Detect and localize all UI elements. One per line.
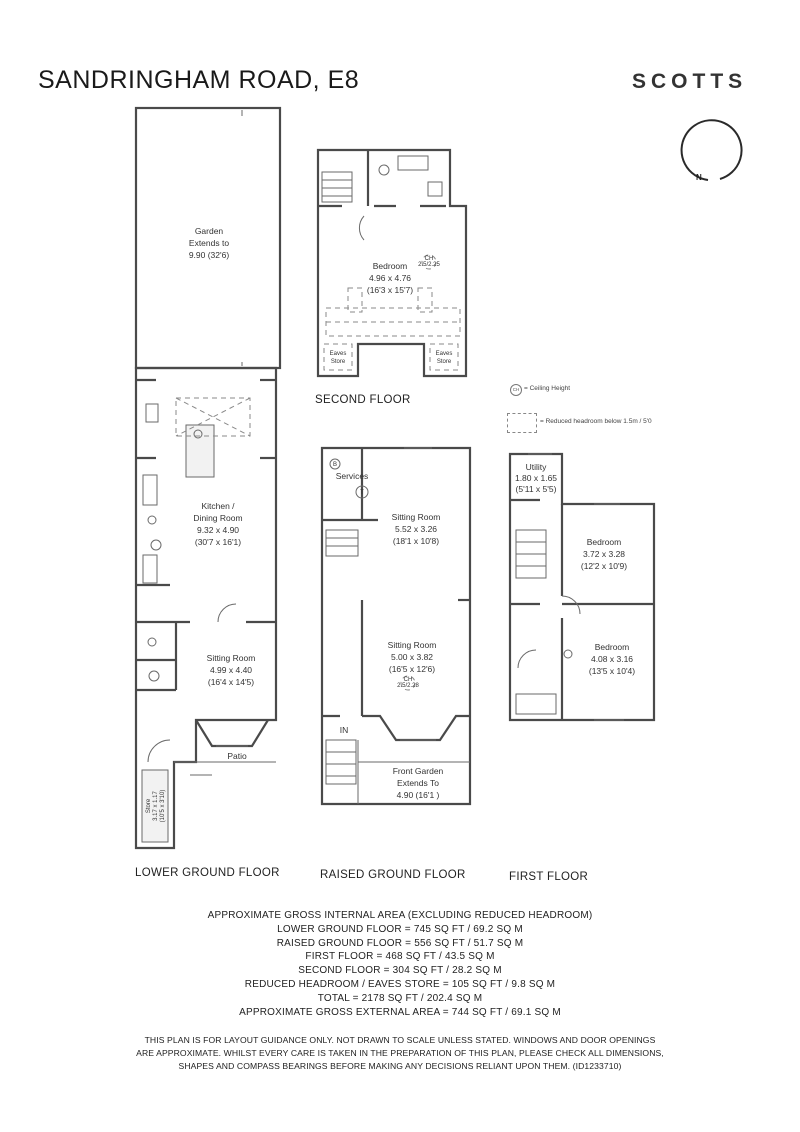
ceiling-height-legend: = Ceiling Height [524,385,571,392]
eaves-store-left-label: Eaves [329,351,347,357]
kitchen-label-line2: Dining Room [193,513,243,523]
garden-dims: 9.90 (32'6) [188,250,230,260]
page-title: SANDRINGHAM ROAD, E8 [38,66,360,94]
front-garden-dims: 4.90 (16'1 ) [396,790,440,800]
eaves-store-right-label2: Store [436,359,452,365]
raised-ground-floor-label: RAISED GROUND FLOOR [320,869,466,881]
sf-bedroom-label: Bedroom [372,261,408,271]
lower-ground-floor-plan [136,108,280,848]
services-label: Services [335,471,369,481]
reduced-headroom-legend-icon [507,413,537,433]
ff-bedroom-1-label: Bedroom [586,537,622,547]
area-lower-ground: LOWER GROUND FLOOR = 745 SQ FT / 69.2 SQ M [277,923,523,935]
lg-sitting-room-imperial: (16'4 x 14'5) [207,677,255,687]
disclaimer [0,1034,800,1073]
store-imperial: (10'5 x 3'10) [160,789,166,823]
lg-sitting-room-dims: 4.99 x 4.40 [209,665,253,675]
disclaimer-line-1: THIS PLAN IS FOR LAYOUT GUIDANCE ONLY. NOT DRAWN TO SCALE UNLESS STATED. WINDOWS AND DOOR OPENINGS [144,1035,656,1045]
lg-sitting-room-label: Sitting Room [206,653,256,663]
kitchen-label: Kitchen / [201,501,235,511]
utility-imperial: (5'11 x 5'5) [515,484,557,494]
front-garden-extends-label: Extends To [397,778,439,788]
raised-ground-floor-plan [322,448,470,804]
kitchen-imperial: (30'7 x 16'1) [194,537,242,547]
area-heading: APPROXIMATE GROSS INTERNAL AREA (EXCLUDING REDUCED HEADROOM) [207,910,593,921]
rg-ceiling-height: 2.5/2.28 [397,683,419,689]
disclaimer-line-2: ARE APPROXIMATE. WHILST EVERY CARE IS TAKEN IN THE PREPARATION OF THIS PLAN, PLEASE CHECK ALL DIMENSIONS, [136,1048,664,1058]
front-garden-label: Front Garden [392,766,444,776]
ff-bedroom-2-dims: 4.08 x 3.16 [590,654,634,664]
area-external: APPROXIMATE GROSS EXTERNAL AREA = 744 SQ FT / 69.1 SQ M [239,1006,561,1018]
second-floor-label: SECOND FLOOR [315,394,411,406]
area-second: SECOND FLOOR = 304 SQ FT / 28.2 SQ M [298,965,502,977]
ff-bedroom-2-imperial: (13'5 x 10'4) [588,666,636,676]
sf-bedroom-dims: 4.96 x 4.76 [368,273,412,283]
eaves-store-left-label2: Store [330,359,346,365]
boiler-symbol: B [332,462,338,468]
utility-dims: 1.80 x 1.65 [514,473,558,483]
meter-symbol: T [360,490,364,496]
store-label: Store [146,798,152,814]
rg-sitting-room-2-dims: 5.00 x 3.82 [390,652,434,662]
patio-label: Patio [227,751,247,761]
disclaimer-line-3: SHAPES AND COMPASS BEARINGS BEFORE MAKING ANY DECISIONS RELIANT UPON THEM. (ID1233710) [178,1061,622,1071]
utility-label: Utility [525,462,547,472]
rg-sitting-room-1-dims: 5.52 x 3.26 [394,524,438,534]
lower-ground-floor-label: LOWER GROUND FLOOR [135,867,280,879]
area-first: FIRST FLOOR = 468 SQ FT / 43.5 SQ M [305,951,495,963]
ff-bedroom-1-imperial: (12'2 x 10'9) [580,561,628,571]
ff-bedroom-1-dims: 3.72 x 3.28 [582,549,626,559]
rg-sitting-room-1-imperial: (18'1 x 10'8) [392,536,440,546]
area-reduced: REDUCED HEADROOM / EAVES STORE = 105 SQ FT / 9.8 SQ M [244,978,556,990]
rg-ceiling-symbol: CH [403,677,413,683]
first-floor-plan [510,454,654,720]
rg-sitting-room-2-imperial: (16'5 x 12'6) [388,664,436,674]
eaves-store-right-label: Eaves [435,351,453,357]
area-summary [0,909,800,1019]
compass-letter: N [696,173,702,182]
rg-sitting-room-2-label: Sitting Room [387,640,437,650]
sf-ceiling-height: 2.5/2.25 [418,262,440,268]
store-dims: 3.17 x 1.17 [153,791,159,821]
rg-sitting-room-1-label: Sitting Room [391,512,441,522]
area-total: TOTAL = 2178 SQ FT / 202.4 SQ M [317,992,483,1004]
garden-label: Garden [194,226,224,236]
ff-bedroom-2-label: Bedroom [594,642,630,652]
first-floor-label: FIRST FLOOR [509,871,589,883]
brand-logo: SCOTTS [632,70,748,93]
entrance-label: IN [339,725,349,735]
garden-extends-label: Extends to [188,238,230,248]
ceiling-height-legend-icon: CH [510,384,522,396]
sf-bedroom-imperial: (16'3 x 15'7) [366,285,414,295]
kitchen-dims: 9.32 x 4.90 [196,525,240,535]
sf-ceiling-symbol: CH [424,256,434,262]
area-raised-ground: RAISED GROUND FLOOR = 556 SQ FT / 51.7 SQ M [276,937,524,949]
second-floor-plan [318,150,466,376]
raised-ground-outline [322,448,470,804]
reduced-headroom-legend: = Reduced headroom below 1.5m / 5'0 [540,418,652,425]
